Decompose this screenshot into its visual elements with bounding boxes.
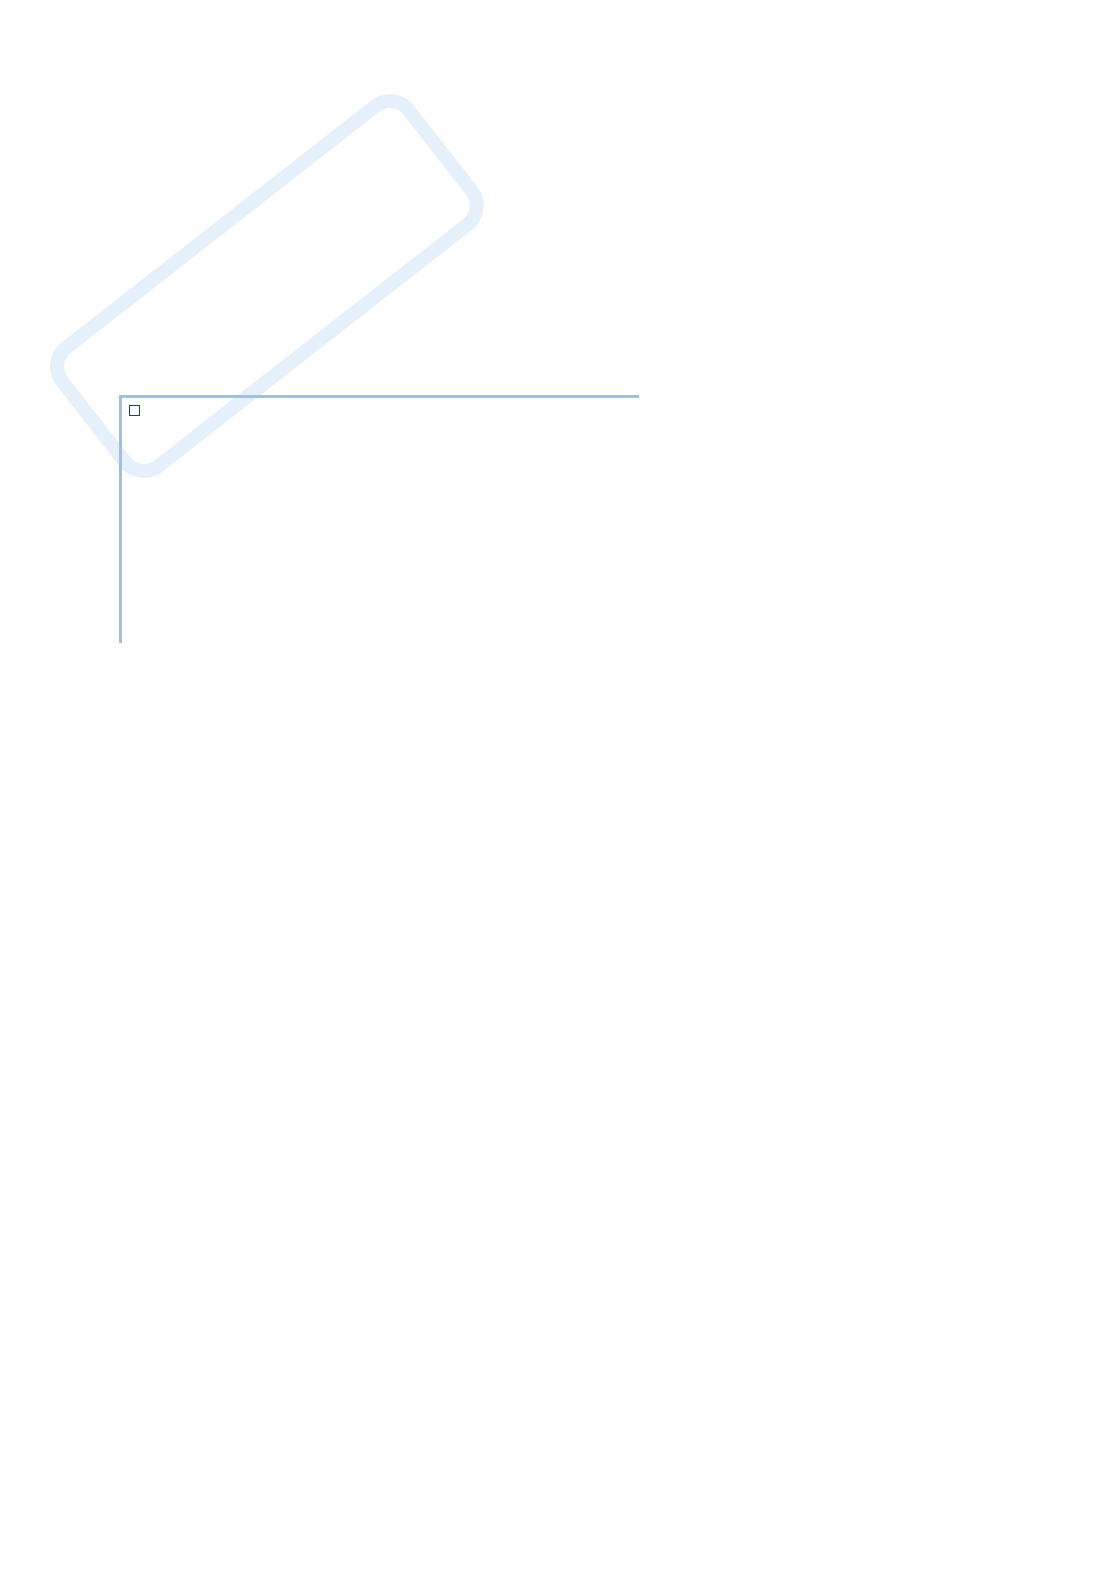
slide-header bbox=[129, 404, 149, 420]
embedded-slide bbox=[119, 395, 639, 643]
slide-border-left bbox=[119, 395, 122, 643]
checkbox-square-icon bbox=[129, 405, 140, 416]
slide-border-top bbox=[119, 395, 639, 398]
